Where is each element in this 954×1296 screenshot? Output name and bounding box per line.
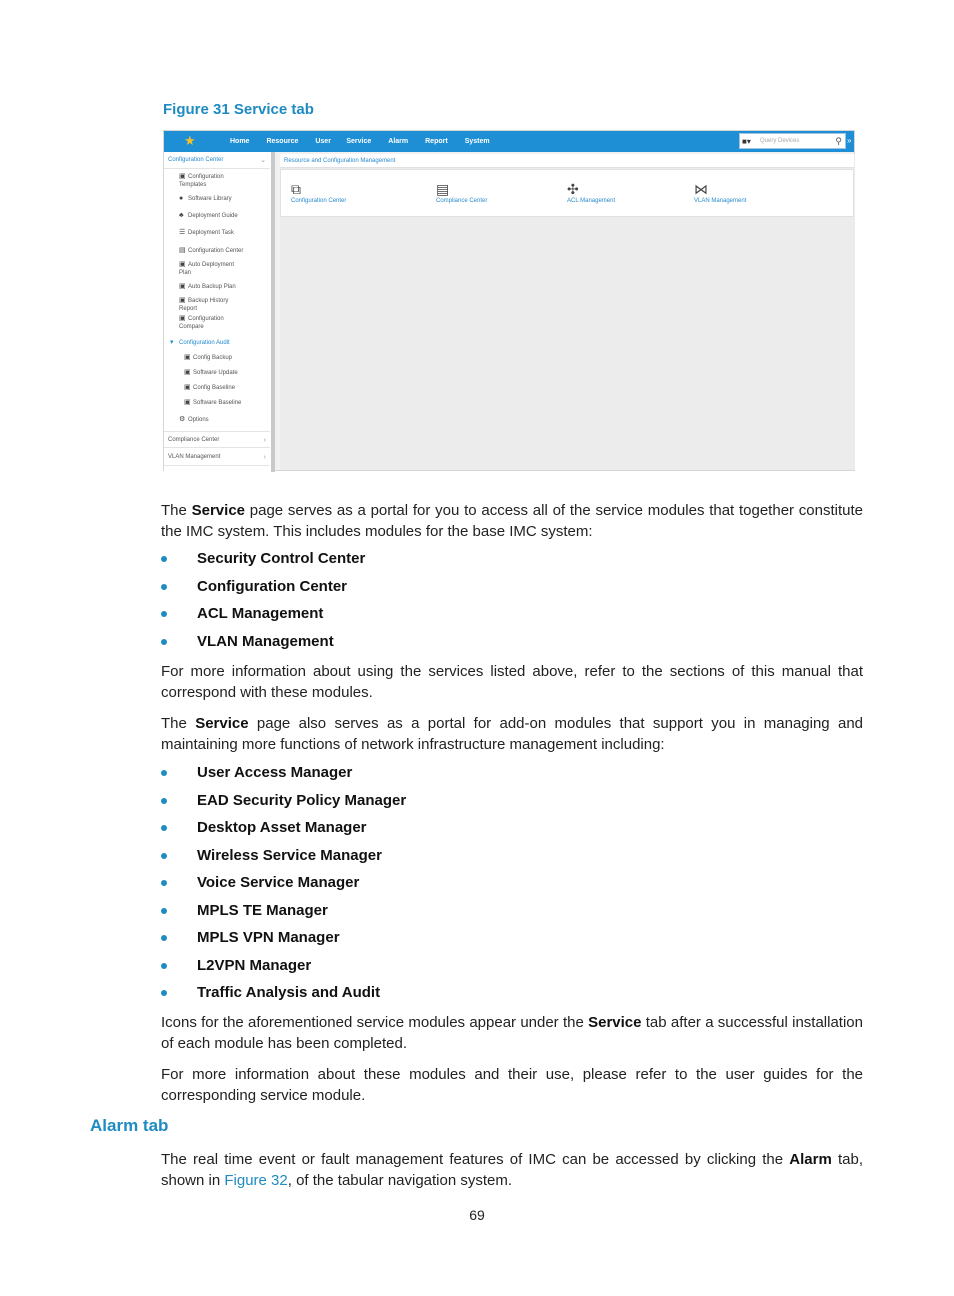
bullet-icon — [161, 880, 167, 886]
list-item — [161, 872, 406, 900]
module-label: Configuration Center — [291, 198, 347, 204]
list-item — [161, 927, 406, 955]
list-item-label: Configuration Center — [197, 577, 347, 595]
tab-system[interactable]: System — [464, 138, 490, 145]
sidebar-item-label: Configuration — [188, 174, 224, 180]
module-vlan-management[interactable] — [694, 181, 746, 205]
bold-term: Alarm — [789, 1151, 832, 1168]
tab-home[interactable]: Home — [230, 138, 250, 145]
compare-icon: ▣ — [179, 315, 186, 322]
sidebar-item-auto-backup-plan[interactable] — [179, 283, 267, 291]
bullet-icon — [161, 611, 167, 617]
list-item-label: Voice Service Manager — [197, 874, 360, 891]
text: tab after a successful installation of each module has been completed. — [161, 1014, 863, 1052]
sidebar-group-label: Configuration Audit — [179, 340, 230, 346]
module-label: ACL Management — [567, 198, 616, 204]
chevron-down-icon[interactable]: » — [847, 136, 852, 145]
sidebar-subitem-label: Config Backup — [193, 355, 233, 361]
deployment-guide-icon: ♣ — [179, 212, 184, 219]
sidebar-item-label-cont: Compare — [179, 324, 204, 330]
compliance-center-icon: ▤ — [436, 181, 450, 197]
bold-term: Service — [191, 502, 246, 519]
list-item — [161, 900, 406, 928]
search-placeholder: Query Devices — [760, 138, 800, 144]
auto-deployment-icon: ▣ — [179, 261, 186, 268]
sidebar-subitem-config-backup[interactable] — [184, 354, 232, 362]
template-icon: ▣ — [179, 173, 186, 180]
text: tab, shown in — [161, 1151, 863, 1189]
sidebar-item-label: Configuration — [188, 316, 224, 322]
paragraph-alarm-intro — [161, 1149, 863, 1191]
paragraph-addon-intro — [161, 713, 863, 755]
software-update-icon: ▣ — [184, 369, 191, 376]
sidebar-item-configuration-templates[interactable] — [179, 173, 267, 189]
software-baseline-icon: ▣ — [184, 399, 191, 406]
device-search-box[interactable] — [739, 133, 846, 149]
configuration-center-icon: ⧉ — [291, 181, 301, 197]
backup-history-icon: ▣ — [179, 297, 186, 304]
acl-management-icon: ✣ — [567, 181, 579, 197]
module-acl-management[interactable] — [567, 181, 615, 205]
sidebar — [164, 152, 272, 472]
sidebar-subitem-software-update[interactable] — [184, 369, 238, 377]
sidebar-section-label: Compliance Center — [168, 437, 220, 443]
bullet-icon — [161, 853, 167, 859]
list-item — [161, 762, 406, 790]
configuration-center-icon: ▤ — [179, 247, 186, 254]
bullet-icon — [161, 770, 167, 776]
list-item — [161, 576, 365, 604]
sidebar-subitem-label: Config Baseline — [193, 385, 236, 391]
config-backup-icon: ▣ — [184, 354, 191, 361]
vlan-management-icon: ⋈ — [694, 181, 708, 197]
sidebar-group-configuration-audit[interactable] — [170, 339, 258, 347]
list-item — [161, 631, 365, 659]
config-baseline-icon: ▣ — [184, 384, 191, 391]
sidebar-item-label: Deployment Guide — [188, 213, 238, 219]
sidebar-subitem-config-baseline[interactable] — [184, 384, 235, 392]
bullet-icon — [161, 935, 167, 941]
sidebar-item-label: Software Library — [188, 196, 232, 202]
search-icon[interactable]: ⚲ — [835, 136, 842, 146]
tab-report[interactable]: Report — [425, 138, 448, 145]
paragraph-icons-note — [161, 1012, 863, 1054]
sidebar-item-label: Options — [188, 417, 209, 423]
list-item — [161, 817, 406, 845]
list-item-label: Desktop Asset Manager — [197, 819, 367, 836]
sidebar-item-label: Deployment Task — [188, 230, 234, 236]
module-configuration-center[interactable] — [291, 181, 346, 205]
chevron-down-icon: ⌄ — [260, 157, 266, 164]
sidebar-item-label-cont: Templates — [179, 182, 207, 188]
text: page also serves as a portal for add-on modules that support you in managing and maintaining more functions of network infrastructure management including: — [161, 715, 864, 753]
bullet-icon — [161, 908, 167, 914]
sidebar-item-label-cont: Report — [179, 306, 198, 312]
sidebar-scrollbar[interactable] — [271, 152, 275, 472]
deployment-task-icon: ☰ — [179, 229, 186, 236]
text: Icons for the aforementioned service modules appear under the — [161, 1014, 589, 1031]
list-item-label: Wireless Service Manager — [197, 846, 382, 864]
text: The — [161, 715, 196, 732]
paragraph-user-guides: For more information about these modules and their use, please refer to the user guides for the corresponding service module. — [161, 1066, 863, 1104]
sidebar-section-label: Configuration Center — [168, 157, 224, 163]
tab-resource[interactable]: Resource — [266, 138, 299, 145]
paragraph-service-intro — [161, 500, 863, 542]
bold-term: Service — [195, 715, 249, 732]
paragraph-more-info: For more information about using the services listed above, refer to the sections of this manual that correspond with these modules. — [161, 663, 863, 701]
figure-32-link[interactable]: Figure 32 — [224, 1172, 288, 1189]
text: , of the tabular navigation system. — [287, 1172, 513, 1189]
text: page serves as a portal for you to access all of the service modules that together constitute the IMC system. This includes modules for the base IMC system: — [161, 502, 863, 540]
module-panel — [280, 169, 854, 217]
page-number: 69 — [469, 1207, 485, 1223]
gear-icon: ⚙ — [179, 416, 186, 423]
list-item-label: ACL Management — [197, 605, 324, 622]
list-item — [161, 548, 365, 576]
text: The — [161, 502, 192, 519]
module-compliance-center[interactable] — [436, 181, 487, 205]
sidebar-item-label: Backup History — [188, 298, 229, 304]
sidebar-subitem-label: Software Update — [193, 370, 238, 376]
bullet-icon — [161, 584, 167, 590]
section-heading-alarm-tab: Alarm tab — [90, 1116, 169, 1135]
sidebar-subitem-software-baseline[interactable] — [184, 399, 241, 407]
sidebar-item-label: Configuration Center — [188, 248, 244, 254]
addon-modules-list — [161, 762, 406, 1010]
chevron-right-icon: › — [263, 437, 266, 444]
tab-user[interactable]: User — [315, 138, 331, 145]
breadcrumb[interactable]: Resource and Configuration Management — [280, 154, 854, 168]
sidebar-section-vlan-management[interactable] — [164, 449, 270, 466]
bold-term: Service — [588, 1014, 642, 1031]
bullet-icon — [161, 990, 167, 996]
list-item-label: User Access Manager — [197, 764, 353, 781]
list-item-label: Traffic Analysis and Audit — [197, 984, 381, 1001]
sidebar-section-label: VLAN Management — [168, 454, 221, 460]
favorites-star-icon[interactable]: ★ — [184, 133, 196, 148]
list-item-label: MPLS VPN Manager — [197, 929, 340, 946]
sidebar-item-deployment-guide[interactable] — [179, 212, 267, 220]
module-label: Compliance Center — [436, 198, 488, 204]
list-item-label: L2VPN Manager — [197, 956, 312, 974]
tab-service[interactable]: Service — [346, 138, 372, 145]
bullet-icon — [161, 639, 167, 645]
list-item — [161, 955, 406, 983]
caret-down-icon: ▾ — [170, 339, 174, 346]
sidebar-item-label: Auto Deployment — [188, 262, 235, 268]
sidebar-item-auto-deployment-plan[interactable] — [179, 261, 267, 277]
sidebar-item-configuration-compare[interactable] — [179, 315, 267, 331]
nav-tabs — [230, 131, 507, 152]
base-modules-list — [161, 548, 365, 658]
sidebar-item-deployment-task[interactable] — [179, 229, 267, 237]
list-item — [161, 982, 406, 1010]
sidebar-section-configuration-center[interactable] — [164, 152, 270, 169]
sidebar-item-label-cont: Plan — [179, 270, 192, 276]
sidebar-subitem-label: Software Baseline — [193, 400, 242, 406]
list-item — [161, 845, 406, 873]
bullet-icon — [161, 798, 167, 804]
list-item-label: MPLS TE Manager — [197, 901, 328, 919]
list-item-label: VLAN Management — [197, 632, 334, 650]
list-item — [161, 790, 406, 818]
chevron-right-icon: › — [263, 454, 266, 461]
sidebar-item-software-library[interactable] — [179, 195, 267, 203]
list-item — [161, 603, 365, 631]
bullet-icon — [161, 825, 167, 831]
service-tab-screenshot — [163, 130, 855, 471]
top-nav-bar — [164, 131, 854, 152]
sidebar-item-backup-history-report[interactable] — [179, 297, 267, 313]
bullet-icon — [161, 556, 167, 562]
figure-caption: Figure 31 Service tab — [163, 101, 314, 118]
list-item-label: EAD Security Policy Manager — [197, 791, 407, 809]
tab-alarm[interactable]: Alarm — [388, 138, 409, 145]
module-label: VLAN Management — [694, 198, 747, 204]
sidebar-item-label: Auto Backup Plan — [188, 284, 236, 290]
bullet-icon — [161, 963, 167, 969]
main-content — [280, 154, 855, 470]
text: The real time event or fault management features of IMC can be accessed by clicking the — [161, 1151, 790, 1168]
sidebar-item-options[interactable] — [179, 416, 267, 424]
sidebar-section-compliance-center[interactable] — [164, 431, 270, 448]
device-type-icon[interactable]: ■▾ — [742, 137, 751, 146]
sidebar-item-configuration-center[interactable] — [179, 247, 267, 255]
software-library-icon: ● — [179, 195, 184, 202]
list-item-label: Security Control Center — [197, 550, 366, 567]
auto-backup-icon: ▣ — [179, 283, 186, 290]
